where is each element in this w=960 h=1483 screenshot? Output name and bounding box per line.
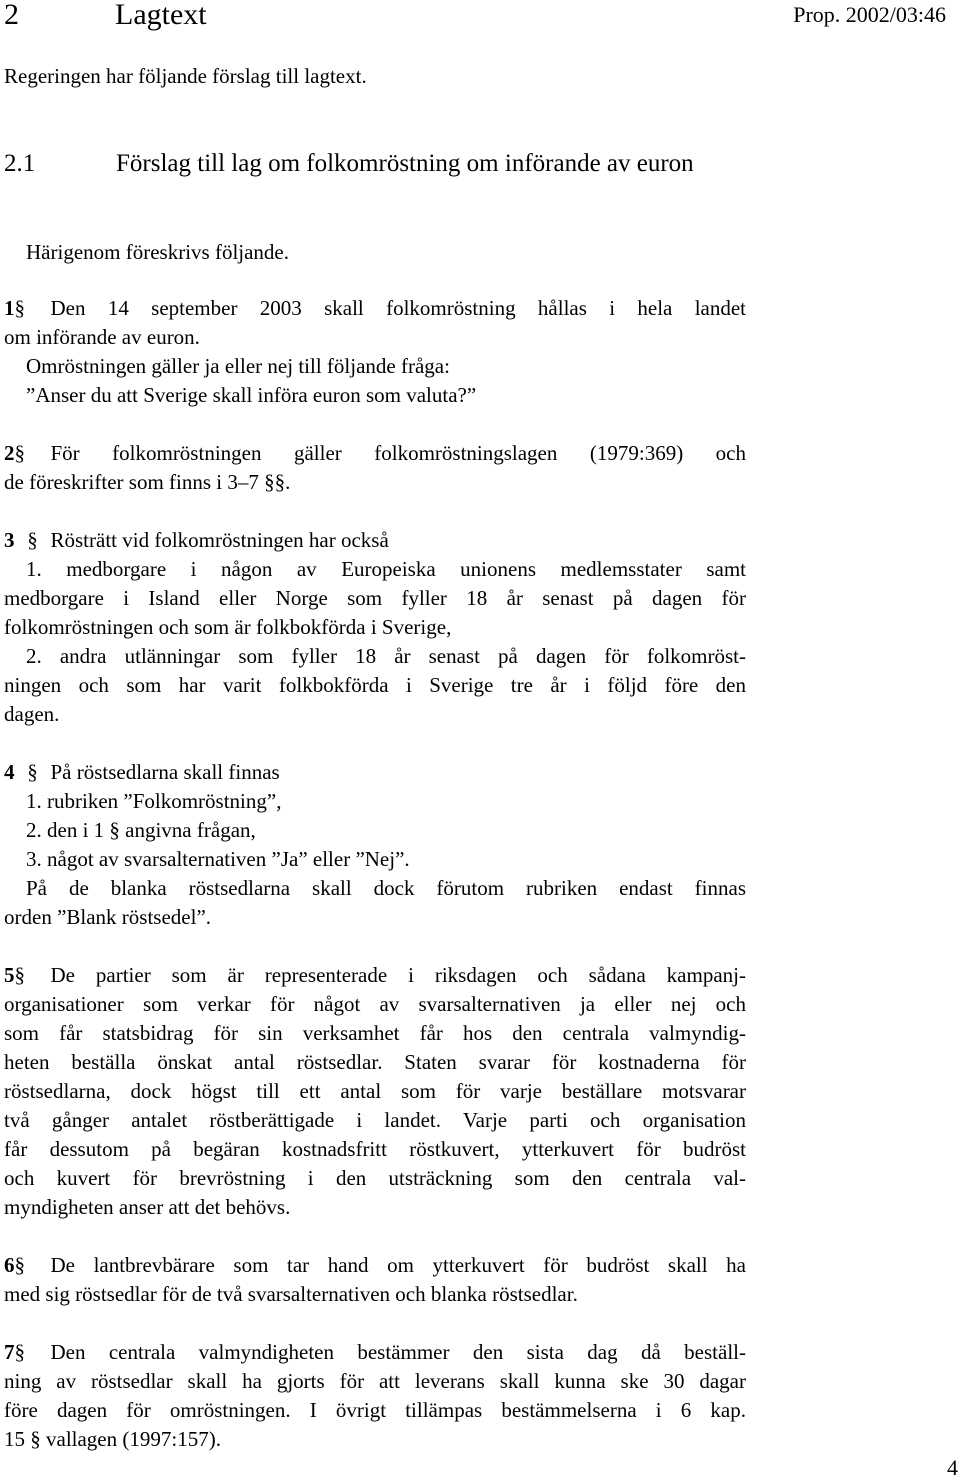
paragraph-5-line: och kuvert för brevröstning i den utsträckning som den centrala val-: [4, 1166, 746, 1190]
chapter-title: Lagtext: [115, 0, 207, 31]
section-symbol: §: [14, 963, 25, 987]
section-symbol: §: [14, 1340, 25, 1364]
page-number: 4: [947, 1455, 958, 1480]
paragraph-4-line: orden ”Blank röstsedel”.: [4, 905, 212, 929]
intro-text: Regeringen har följande förslag till lagtext.: [4, 64, 367, 88]
paragraph-number: 4: [4, 760, 15, 784]
paragraph-6-line: 6§ De lantbrevbärare som tar hand om ytterkuvert för budröst skall ha: [4, 1251, 746, 1280]
paragraph-5-line: två gånger antalet röstberättigade i landet. Varje parti och organisation: [4, 1108, 746, 1132]
section-symbol: §: [14, 1253, 25, 1277]
paragraph-3-line: medborgare i Island eller Norge som fyller 18 år senast på dagen för: [4, 586, 746, 610]
paragraph-3-line: dagen.: [4, 702, 60, 726]
paragraph-6-line: med sig röstsedlar för de två svarsalternativen och blanka röstsedlar.: [4, 1282, 578, 1306]
paragraph-3-line: 3 § Rösträtt vid folkomröstningen har också: [4, 526, 746, 555]
paragraph-4-line: På de blanka röstsedlarna skall dock förutom rubriken endast finnas: [26, 876, 746, 900]
paragraph-1-line: Omröstningen gäller ja eller nej till följande fråga:: [26, 354, 450, 378]
paragraph-7-line: 15 § vallagen (1997:157).: [4, 1427, 221, 1451]
paragraph-5-line: heten beställa önskat antal röstsedlar. Staten svarar för kostnaderna för: [4, 1050, 746, 1074]
paragraph-number: 7: [4, 1340, 15, 1364]
paragraph-number: 1: [4, 296, 15, 320]
paragraph-2-line: 2§ För folkomröstningen gäller folkomröstningslagen (1979:369) och: [4, 439, 746, 468]
paragraph-number: 5: [4, 963, 15, 987]
chapter-number: 2: [4, 0, 19, 31]
paragraph-7-line: ning av röstsedlar skall ha gjorts för att leverans skall kunna ske 30 dagar: [4, 1369, 746, 1393]
proposition-reference: Prop. 2002/03:46: [793, 2, 946, 27]
paragraph-1-line: 1§ Den 14 september 2003 skall folkomröstning hållas i hela landet: [4, 294, 746, 323]
paragraph-5-line: 5§ De partier som är representerade i riksdagen och sådana kampanj-: [4, 961, 746, 990]
paragraph-5-line: som får statsbidrag för sin verksamhet får hos den centrala valmyndig-: [4, 1021, 746, 1045]
paragraph-1-line: ”Anser du att Sverige skall införa euron som valuta?”: [26, 383, 477, 407]
paragraph-4-line: 3. något av svarsalternativen ”Ja” eller ”Nej”.: [26, 847, 410, 871]
paragraph-5-line: får dessutom på begäran kostnadsfritt röstkuvert, ytterkuvert för budröst: [4, 1137, 746, 1161]
paragraph-2-line: de föreskrifter som finns i 3–7 §§.: [4, 470, 291, 494]
section-symbol: §: [14, 296, 25, 320]
paragraph-4-line: 4 § På röstsedlarna skall finnas: [4, 758, 746, 787]
paragraph-5-line: röstsedlarna, dock högst till ett antal som för varje beställare motsvarar: [4, 1079, 746, 1103]
paragraph-number: 2: [4, 441, 15, 465]
paragraph-number: 3: [4, 528, 15, 552]
section-title: Förslag till lag om folkomröstning om införande av euron: [116, 150, 694, 177]
section-number: 2.1: [4, 150, 36, 177]
paragraph-1-line: om införande av euron.: [4, 325, 200, 349]
lead-text: Härigenom föreskrivs följande.: [26, 240, 290, 264]
paragraph-3-line: folkomröstningen och som är folkbokförda i Sverige,: [4, 615, 452, 639]
section-symbol: §: [27, 528, 38, 552]
paragraph-3-line: 1. medborgare i någon av Europeiska unionens medlemsstater samt: [26, 557, 746, 581]
section-symbol: §: [14, 441, 25, 465]
paragraph-5-line: organisationer som verkar för något av svarsalternativen ja eller nej och: [4, 992, 746, 1016]
section-symbol: §: [27, 760, 38, 784]
page-header: [0, 0, 960, 40]
paragraph-3-line: 2. andra utlänningar som fyller 18 år senast på dagen för folkomröst-: [26, 644, 746, 668]
paragraph-number: 6: [4, 1253, 15, 1277]
paragraph-5-line: myndigheten anser att det behövs.: [4, 1195, 291, 1219]
paragraph-7-line: före dagen för omröstningen. I övrigt tillämpas bestämmelserna i 6 kap.: [4, 1398, 746, 1422]
paragraph-4-line: 1. rubriken ”Folkomröstning”,: [26, 789, 282, 813]
paragraph-7-line: 7§ Den centrala valmyndigheten bestämmer den sista dag då beställ-: [4, 1338, 746, 1367]
paragraph-4-line: 2. den i 1 § angivna frågan,: [26, 818, 256, 842]
paragraph-3-line: ningen och som har varit folkbokförda i Sverige tre år i följd före den: [4, 673, 746, 697]
